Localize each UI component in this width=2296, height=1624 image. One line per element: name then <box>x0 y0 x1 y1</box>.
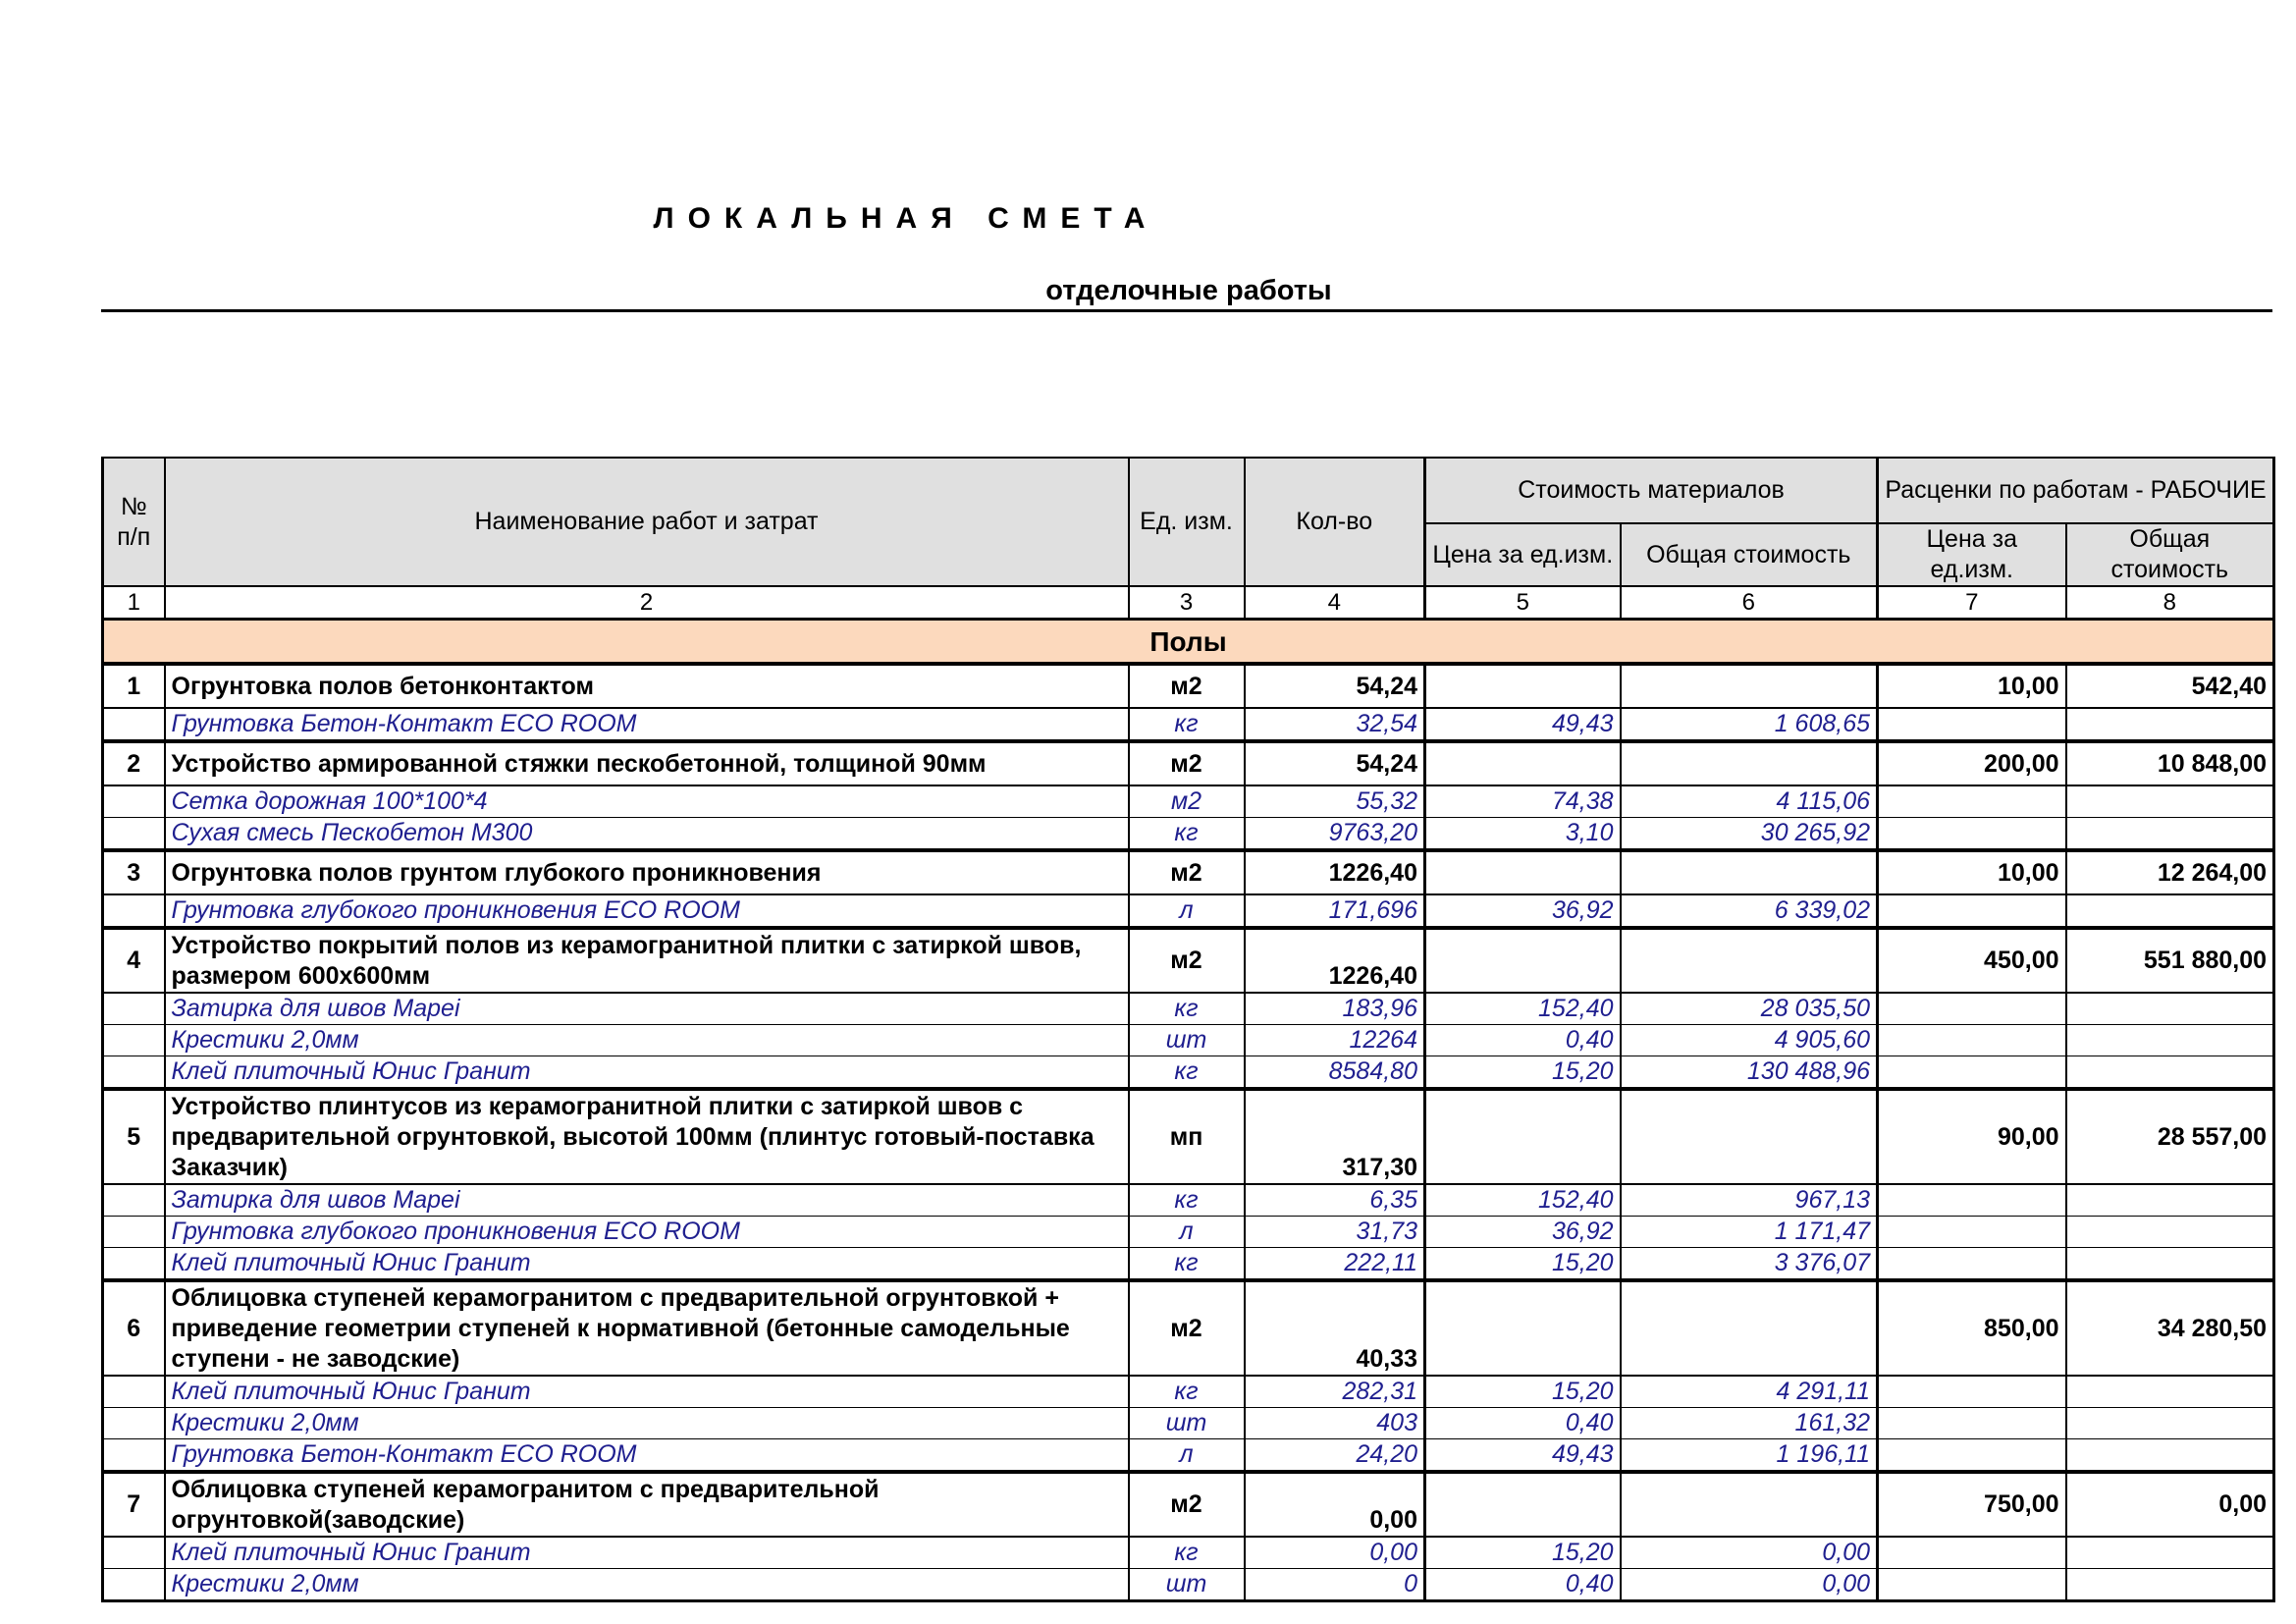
material-quantity: 12264 <box>1245 1025 1425 1056</box>
material-total: 6 339,02 <box>1621 894 1878 928</box>
work-material-total <box>1621 928 1878 993</box>
work-unit: м2 <box>1129 850 1245 894</box>
material-total: 30 265,92 <box>1621 818 1878 851</box>
work-row <box>103 1089 2274 1184</box>
material-name: Клей плиточный Юнис Гранит <box>165 1537 1129 1569</box>
work-number: 5 <box>103 1089 165 1184</box>
material-unit-price: 15,20 <box>1425 1537 1621 1569</box>
work-labor-price: 10,00 <box>1878 664 2066 708</box>
material-labor-total <box>2066 1248 2274 1281</box>
work-labor-total: 551 880,00 <box>2066 928 2274 993</box>
material-unit: кг <box>1129 1376 1245 1408</box>
material-labor-total <box>2066 1217 2274 1248</box>
material-number <box>103 1056 165 1090</box>
work-row <box>103 928 2274 993</box>
material-unit: л <box>1129 1439 1245 1473</box>
material-unit-price: 49,43 <box>1425 1439 1621 1473</box>
work-material-price <box>1425 850 1621 894</box>
work-material-price <box>1425 741 1621 785</box>
work-number: 7 <box>103 1472 165 1537</box>
work-material-total <box>1621 1280 1878 1376</box>
material-unit: кг <box>1129 818 1245 851</box>
header-labor-total: Общая стоимость <box>2066 523 2274 586</box>
material-total: 3 376,07 <box>1621 1248 1878 1281</box>
material-unit: кг <box>1129 708 1245 741</box>
work-number: 6 <box>103 1280 165 1376</box>
material-labor-total <box>2066 1184 2274 1217</box>
material-labor-total <box>2066 1408 2274 1439</box>
work-labor-total: 542,40 <box>2066 664 2274 708</box>
material-row <box>103 1537 2274 1569</box>
work-name: Облицовка ступеней керамогранитом с предварительной огрунтовкой(заводские) <box>165 1472 1129 1537</box>
material-number <box>103 1248 165 1281</box>
material-labor-price <box>1878 1408 2066 1439</box>
column-number: 5 <box>1425 586 1621 620</box>
header-no: № п/п <box>103 458 165 586</box>
column-number: 8 <box>2066 586 2274 620</box>
material-labor-total <box>2066 1569 2274 1601</box>
material-name: Грунтовка глубокого проникновения ECO ROOM <box>165 894 1129 928</box>
material-quantity: 171,696 <box>1245 894 1425 928</box>
material-row <box>103 708 2274 741</box>
material-quantity: 183,96 <box>1245 993 1425 1025</box>
column-number: 2 <box>165 586 1129 620</box>
work-labor-total: 28 557,00 <box>2066 1089 2274 1184</box>
section-row <box>103 620 2274 665</box>
material-unit: м2 <box>1129 785 1245 818</box>
work-number: 1 <box>103 664 165 708</box>
material-total: 1 608,65 <box>1621 708 1878 741</box>
work-row <box>103 1472 2274 1537</box>
material-quantity: 8584,80 <box>1245 1056 1425 1090</box>
material-name: Клей плиточный Юнис Гранит <box>165 1248 1129 1281</box>
material-quantity: 403 <box>1245 1408 1425 1439</box>
title-divider <box>101 309 2272 312</box>
material-unit: кг <box>1129 1056 1245 1090</box>
work-row <box>103 664 2274 708</box>
material-name: Сухая смесь Пескобетон М300 <box>165 818 1129 851</box>
work-quantity: 40,33 <box>1245 1280 1425 1376</box>
work-material-price <box>1425 928 1621 993</box>
work-quantity: 54,24 <box>1245 664 1425 708</box>
material-row <box>103 894 2274 928</box>
material-row <box>103 818 2274 851</box>
document-title: ЛОКАЛЬНАЯ СМЕТА <box>653 202 1159 235</box>
material-name: Крестики 2,0мм <box>165 1569 1129 1601</box>
material-number <box>103 1184 165 1217</box>
work-labor-price: 850,00 <box>1878 1280 2066 1376</box>
work-unit: м2 <box>1129 928 1245 993</box>
work-material-total <box>1621 1472 1878 1537</box>
column-number-row <box>103 586 2274 620</box>
estimate-table <box>101 457 2275 1602</box>
material-labor-total <box>2066 894 2274 928</box>
material-labor-price <box>1878 818 2066 851</box>
material-quantity: 0,00 <box>1245 1537 1425 1569</box>
work-name: Облицовка ступеней керамогранитом с предварительной огрунтовкой + приведение геометрии ступеней к нормативной (бетонные самодельные ступени - не заводские) <box>165 1280 1129 1376</box>
material-labor-total <box>2066 708 2274 741</box>
material-unit-price: 152,40 <box>1425 1184 1621 1217</box>
material-row <box>103 1408 2274 1439</box>
material-unit-price: 15,20 <box>1425 1056 1621 1090</box>
material-number <box>103 1408 165 1439</box>
header-materials-group: Стоимость материалов <box>1425 458 1878 523</box>
material-number <box>103 708 165 741</box>
material-quantity: 6,35 <box>1245 1184 1425 1217</box>
work-unit: м2 <box>1129 1280 1245 1376</box>
material-quantity: 55,32 <box>1245 785 1425 818</box>
work-row <box>103 741 2274 785</box>
material-name: Затирка для швов Mapei <box>165 1184 1129 1217</box>
material-row <box>103 1025 2274 1056</box>
material-row <box>103 993 2274 1025</box>
material-total: 130 488,96 <box>1621 1056 1878 1090</box>
material-unit: л <box>1129 894 1245 928</box>
work-labor-total: 34 280,50 <box>2066 1280 2274 1376</box>
material-row <box>103 1217 2274 1248</box>
material-unit: шт <box>1129 1569 1245 1601</box>
material-labor-price <box>1878 1569 2066 1601</box>
work-unit: м2 <box>1129 741 1245 785</box>
material-labor-price <box>1878 1439 2066 1473</box>
material-number <box>103 993 165 1025</box>
work-labor-total: 12 264,00 <box>2066 850 2274 894</box>
material-row <box>103 785 2274 818</box>
material-total: 28 035,50 <box>1621 993 1878 1025</box>
column-number: 3 <box>1129 586 1245 620</box>
material-row <box>103 1184 2274 1217</box>
material-total: 1 196,11 <box>1621 1439 1878 1473</box>
work-labor-price: 750,00 <box>1878 1472 2066 1537</box>
work-material-price <box>1425 1089 1621 1184</box>
work-material-total <box>1621 741 1878 785</box>
material-labor-price <box>1878 993 2066 1025</box>
material-unit-price: 0,40 <box>1425 1569 1621 1601</box>
material-number <box>103 1376 165 1408</box>
work-quantity: 1226,40 <box>1245 850 1425 894</box>
material-unit-price: 3,10 <box>1425 818 1621 851</box>
material-name: Крестики 2,0мм <box>165 1408 1129 1439</box>
header-name: Наименование работ и затрат <box>165 458 1129 586</box>
material-quantity: 282,31 <box>1245 1376 1425 1408</box>
material-labor-price <box>1878 1217 2066 1248</box>
material-unit-price: 74,38 <box>1425 785 1621 818</box>
material-row <box>103 1569 2274 1601</box>
material-row <box>103 1376 2274 1408</box>
material-labor-price <box>1878 1376 2066 1408</box>
work-material-price <box>1425 1280 1621 1376</box>
material-quantity: 0 <box>1245 1569 1425 1601</box>
work-name: Устройство плинтусов из керамогранитной плитки с затиркой швов с предварительной огрунтовкой, высотой 100мм (плинтус готовый-поставка Заказчик) <box>165 1089 1129 1184</box>
material-labor-price <box>1878 1184 2066 1217</box>
work-labor-price: 10,00 <box>1878 850 2066 894</box>
material-number <box>103 1537 165 1569</box>
material-labor-total <box>2066 1537 2274 1569</box>
work-name: Устройство покрытий полов из керамогранитной плитки с затиркой швов, размером 600х600мм <box>165 928 1129 993</box>
material-quantity: 32,54 <box>1245 708 1425 741</box>
work-quantity: 1226,40 <box>1245 928 1425 993</box>
material-labor-price <box>1878 1056 2066 1090</box>
material-row <box>103 1439 2274 1473</box>
material-total: 161,32 <box>1621 1408 1878 1439</box>
material-labor-total <box>2066 1056 2274 1090</box>
material-labor-total <box>2066 1376 2274 1408</box>
material-total: 0,00 <box>1621 1537 1878 1569</box>
material-unit-price: 49,43 <box>1425 708 1621 741</box>
header-unit: Ед. изм. <box>1129 458 1245 586</box>
work-number: 4 <box>103 928 165 993</box>
header-material-total: Общая стоимость <box>1621 523 1878 586</box>
material-labor-price <box>1878 785 2066 818</box>
work-name: Огрунтовка полов грунтом глубокого проникновения <box>165 850 1129 894</box>
material-unit: кг <box>1129 1184 1245 1217</box>
material-labor-total <box>2066 818 2274 851</box>
material-name: Клей плиточный Юнис Гранит <box>165 1056 1129 1090</box>
column-number: 6 <box>1621 586 1878 620</box>
material-row <box>103 1056 2274 1090</box>
work-labor-price: 90,00 <box>1878 1089 2066 1184</box>
material-number <box>103 1025 165 1056</box>
header-labor-unit-price: Цена за ед.изм. <box>1878 523 2066 586</box>
work-quantity: 54,24 <box>1245 741 1425 785</box>
material-name: Затирка для швов Mapei <box>165 993 1129 1025</box>
material-unit-price: 15,20 <box>1425 1248 1621 1281</box>
material-labor-total <box>2066 785 2274 818</box>
material-name: Грунтовка глубокого проникновения ECO ROOM <box>165 1217 1129 1248</box>
material-total: 4 115,06 <box>1621 785 1878 818</box>
header-qty: Кол-во <box>1245 458 1425 586</box>
material-labor-price <box>1878 1537 2066 1569</box>
work-labor-total: 10 848,00 <box>2066 741 2274 785</box>
work-material-price <box>1425 1472 1621 1537</box>
material-labor-price <box>1878 1248 2066 1281</box>
material-number <box>103 785 165 818</box>
material-unit: шт <box>1129 1025 1245 1056</box>
material-name: Клей плиточный Юнис Гранит <box>165 1376 1129 1408</box>
material-unit-price: 15,20 <box>1425 1376 1621 1408</box>
work-material-total <box>1621 850 1878 894</box>
material-quantity: 9763,20 <box>1245 818 1425 851</box>
material-labor-total <box>2066 1025 2274 1056</box>
material-quantity: 24,20 <box>1245 1439 1425 1473</box>
material-total: 4 291,11 <box>1621 1376 1878 1408</box>
material-unit: л <box>1129 1217 1245 1248</box>
material-total: 967,13 <box>1621 1184 1878 1217</box>
material-labor-price <box>1878 1025 2066 1056</box>
material-quantity: 222,11 <box>1245 1248 1425 1281</box>
material-number <box>103 1439 165 1473</box>
material-quantity: 31,73 <box>1245 1217 1425 1248</box>
material-unit: кг <box>1129 1537 1245 1569</box>
material-labor-total <box>2066 1439 2274 1473</box>
work-number: 3 <box>103 850 165 894</box>
material-total: 4 905,60 <box>1621 1025 1878 1056</box>
work-row <box>103 850 2274 894</box>
material-unit-price: 0,40 <box>1425 1408 1621 1439</box>
material-unit: кг <box>1129 993 1245 1025</box>
column-number: 4 <box>1245 586 1425 620</box>
material-unit-price: 36,92 <box>1425 1217 1621 1248</box>
material-unit: кг <box>1129 1248 1245 1281</box>
table-body <box>103 620 2274 1601</box>
work-number: 2 <box>103 741 165 785</box>
work-unit: мп <box>1129 1089 1245 1184</box>
material-total: 0,00 <box>1621 1569 1878 1601</box>
material-labor-price <box>1878 894 2066 928</box>
work-labor-price: 450,00 <box>1878 928 2066 993</box>
work-row <box>103 1280 2274 1376</box>
material-unit: шт <box>1129 1408 1245 1439</box>
work-quantity: 317,30 <box>1245 1089 1425 1184</box>
work-quantity: 0,00 <box>1245 1472 1425 1537</box>
material-number <box>103 1217 165 1248</box>
work-unit: м2 <box>1129 664 1245 708</box>
work-labor-price: 200,00 <box>1878 741 2066 785</box>
table-header <box>103 458 2274 620</box>
document-subtitle: отделочные работы <box>1045 275 1332 306</box>
work-labor-total: 0,00 <box>2066 1472 2274 1537</box>
work-material-total <box>1621 664 1878 708</box>
material-unit-price: 152,40 <box>1425 993 1621 1025</box>
material-name: Грунтовка Бетон-Контакт ECO ROOM <box>165 1439 1129 1473</box>
work-unit: м2 <box>1129 1472 1245 1537</box>
work-name: Огрунтовка полов бетонконтактом <box>165 664 1129 708</box>
column-number: 7 <box>1878 586 2066 620</box>
material-name: Сетка дорожная 100*100*4 <box>165 785 1129 818</box>
material-labor-total <box>2066 993 2274 1025</box>
material-labor-price <box>1878 708 2066 741</box>
material-number <box>103 894 165 928</box>
work-material-total <box>1621 1089 1878 1184</box>
material-name: Крестики 2,0мм <box>165 1025 1129 1056</box>
material-total: 1 171,47 <box>1621 1217 1878 1248</box>
header-labor-group: Расценки по работам - РАБОЧИЕ <box>1878 458 2274 523</box>
material-name: Грунтовка Бетон-Контакт ECO ROOM <box>165 708 1129 741</box>
material-unit-price: 0,40 <box>1425 1025 1621 1056</box>
material-number <box>103 818 165 851</box>
material-unit-price: 36,92 <box>1425 894 1621 928</box>
work-name: Устройство армированной стяжки пескобетонной, толщиной 90мм <box>165 741 1129 785</box>
work-material-price <box>1425 664 1621 708</box>
material-row <box>103 1248 2274 1281</box>
section-title: Полы <box>103 620 2274 665</box>
material-number <box>103 1569 165 1601</box>
header-material-unit-price: Цена за ед.изм. <box>1425 523 1621 586</box>
column-number: 1 <box>103 586 165 620</box>
